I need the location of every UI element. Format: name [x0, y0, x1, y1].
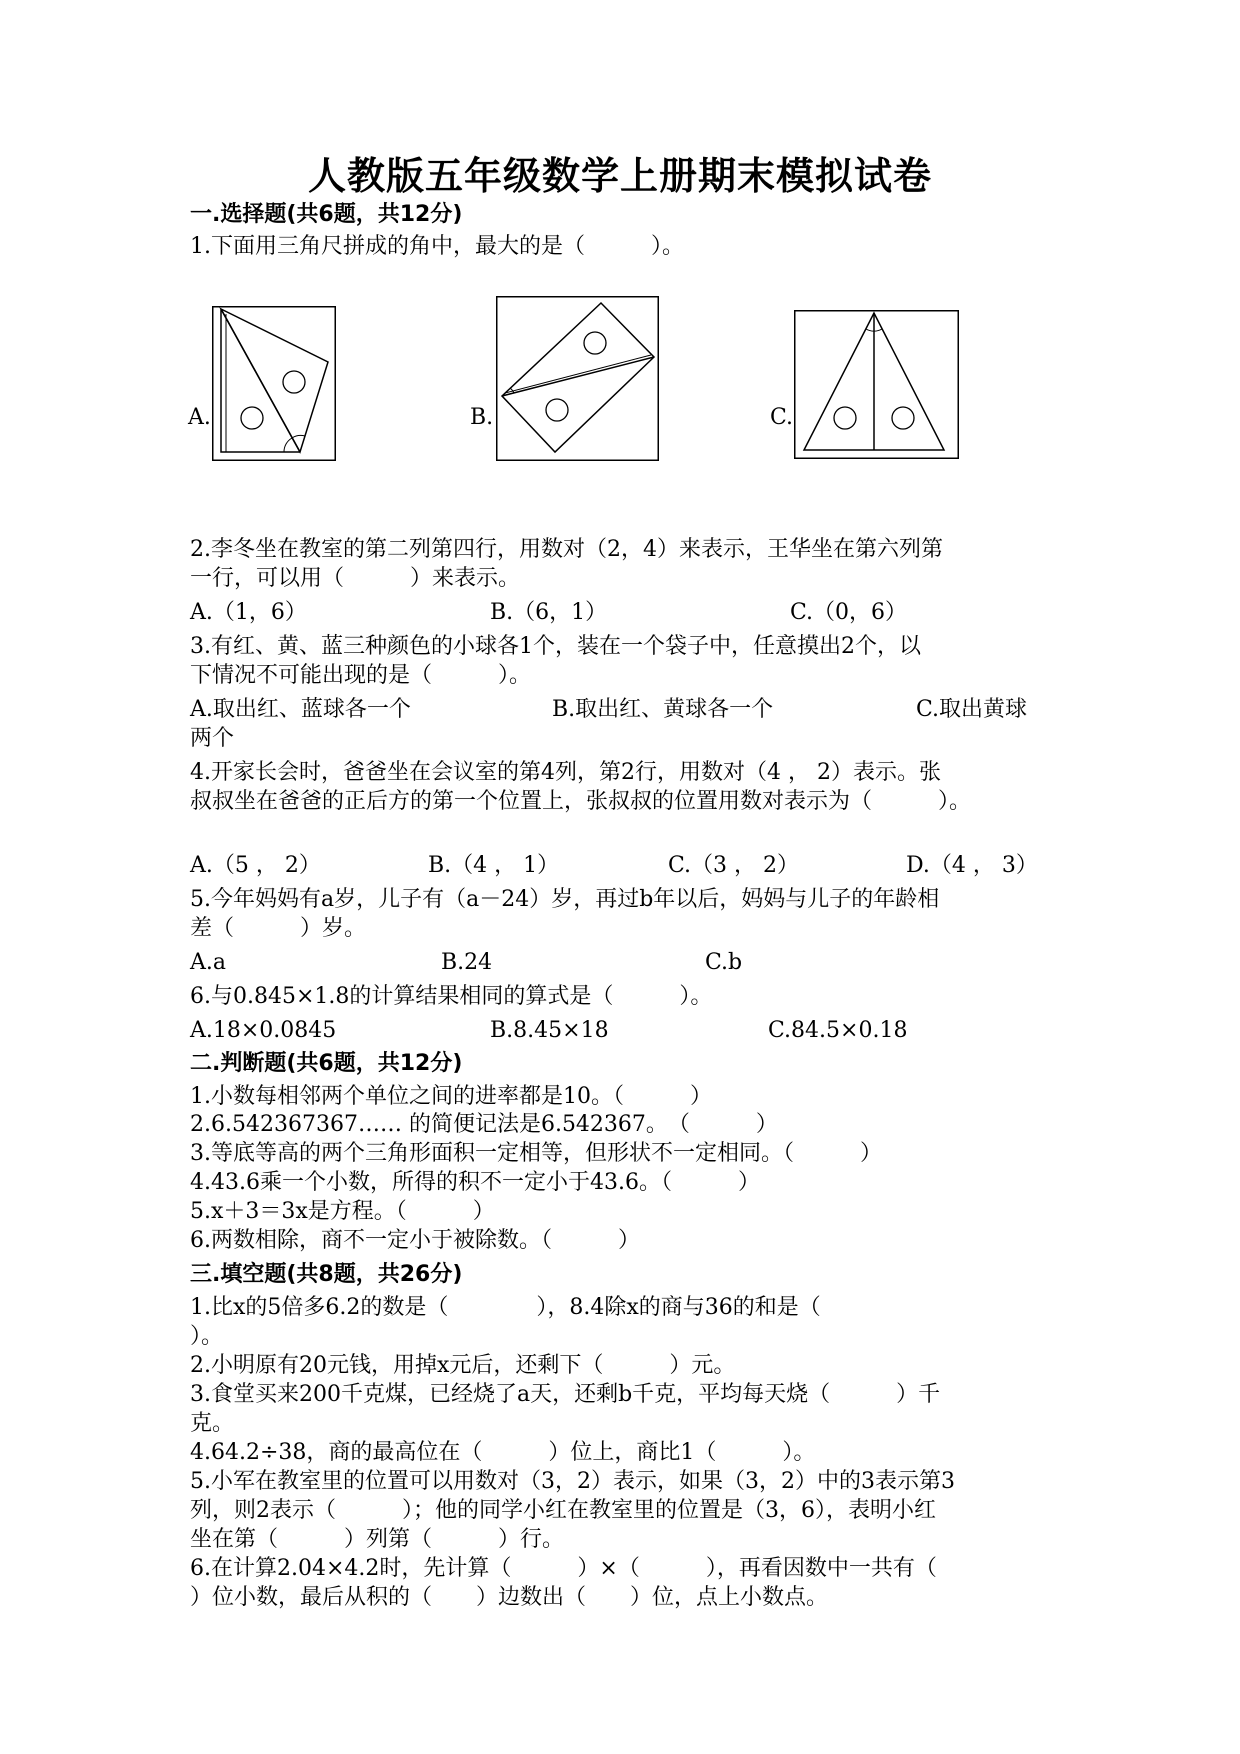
- figure-b: [496, 296, 659, 461]
- fill-in-line-5: 克。: [190, 1411, 235, 1436]
- question-6-option-a: A.18×0.0845: [190, 1018, 337, 1043]
- question-2-option-a: A.（1，6）: [190, 600, 307, 625]
- page-title: 人教版五年级数学上册期末模拟试卷: [307, 153, 932, 198]
- judgment-item-2: 2.6.542367367…… 的简便记法是6.542367。 （ ）: [190, 1112, 778, 1137]
- section-header-fill-in: 三.填空题(共8题，共26分): [190, 1262, 463, 1287]
- fill-in-line-10: 6.在计算2.04×4.2时，先计算（ ）×（ ），再看因数中一共有（: [190, 1556, 937, 1581]
- question-4-option-b: B.（4 ， 1）: [428, 853, 560, 878]
- figure-c: [794, 310, 959, 459]
- fill-in-line-11: ）位小数，最后从积的（ ）边数出（ ）位，点上小数点。: [190, 1585, 829, 1610]
- judgment-item-4: 4.43.6乘一个小数，所得的积不一定小于43.6。（ ）: [190, 1170, 760, 1195]
- question-1-stem: 1.下面用三角尺拼成的角中，最大的是（ ）。: [190, 234, 684, 259]
- question-3-option-a: A.取出红、蓝球各一个: [190, 697, 411, 722]
- question-4-option-d: D.（4 ， 3）: [906, 853, 1038, 878]
- section-header-choice: 一.选择题(共6题，共12分): [190, 202, 463, 227]
- figure-c-label: C.: [770, 405, 794, 430]
- question-6-option-b: B.8.45×18: [490, 1018, 609, 1043]
- triangle-ruler-figure-a: [212, 306, 336, 461]
- question-3-option-b: B.取出红、黄球各一个: [552, 697, 774, 722]
- fill-in-line-1: 1.比x的5倍多6.2的数是（ ），8.4除x的商与36的和是（: [190, 1295, 821, 1320]
- section-header-judgment: 二.判断题(共6题，共12分): [190, 1051, 463, 1076]
- fill-in-line-9: 坐在第（ ）列第（ ）行。: [190, 1527, 565, 1552]
- fill-in-line-3: 2.小明原有20元钱，用掉x元后，还剩下（ ）元。: [190, 1353, 736, 1378]
- question-6-option-c: C.84.5×0.18: [768, 1018, 908, 1043]
- fill-in-line-8: 列，则2表示（ ）；他的同学小红在教室里的位置是（3，6），表明小红: [190, 1498, 936, 1523]
- question-2-stem-line-1: 2.李冬坐在教室的第二列第四行，用数对（2，4）来表示，王华坐在第六列第: [190, 537, 943, 562]
- question-4-option-a: A.（5 ， 2）: [190, 853, 321, 878]
- fill-in-line-6: 4.64.2÷38，商的最高位在（ ）位上，商比1（ ）。: [190, 1440, 816, 1465]
- judgment-item-6: 6.两数相除，商不一定小于被除数。（ ）: [190, 1228, 640, 1253]
- question-5-stem-line-1: 5.今年妈妈有a岁，儿子有（a－24）岁，再过b年以后，妈妈与儿子的年龄相: [190, 887, 940, 912]
- question-6-stem: 6.与0.845×1.8的计算结果相同的算式是（ ）。: [190, 984, 713, 1009]
- question-3-option-c-wrap: 两个: [190, 726, 235, 751]
- question-4-option-c: C.（3 ， 2）: [668, 853, 800, 878]
- question-4-stem-line-2: 叔叔坐在爸爸的正后方的第一个位置上，张叔叔的位置用数对表示为（ ）。: [190, 789, 972, 814]
- question-3-stem-line-2: 下情况不可能出现的是（ ）。: [190, 663, 532, 688]
- question-2-stem-line-2: 一行，可以用（ ）来表示。: [190, 566, 521, 591]
- judgment-item-1: 1.小数每相邻两个单位之间的进率都是10。（ ）: [190, 1084, 712, 1109]
- question-3-stem-line-1: 3.有红、黄、蓝三种颜色的小球各1个，装在一个袋子中，任意摸出2个，以: [190, 634, 921, 659]
- question-3-option-c: C.取出黄球: [916, 697, 1028, 722]
- question-5-option-b: B.24: [441, 950, 493, 975]
- judgment-item-5: 5.x＋3＝3x是方程。（ ）: [190, 1199, 495, 1224]
- question-2-option-c: C.（0，6）: [790, 600, 908, 625]
- figure-a-label: A.: [188, 405, 211, 430]
- question-4-stem-line-1: 4.开家长会时，爸爸坐在会议室的第4列，第2行，用数对（4 ， 2）表示。张: [190, 760, 941, 785]
- judgment-item-3: 3.等底等高的两个三角形面积一定相等，但形状不一定相同。（ ）: [190, 1141, 882, 1166]
- fill-in-line-4: 3.食堂买来200千克煤，已经烧了a天，还剩b千克，平均每天烧（ ）千: [190, 1382, 941, 1407]
- question-2-option-b: B.（6，1）: [490, 600, 608, 625]
- figure-b-label: B.: [470, 405, 494, 430]
- fill-in-line-7: 5.小军在教室里的位置可以用数对（3，2）表示，如果（3，2）中的3表示第3: [190, 1469, 955, 1494]
- triangle-ruler-figure-b: [496, 296, 659, 461]
- question-5-stem-line-2: 差（ ）岁。: [190, 916, 367, 941]
- triangle-ruler-figure-c: [794, 310, 959, 459]
- figure-a: [212, 306, 336, 461]
- question-5-option-c: C.b: [705, 950, 743, 975]
- fill-in-line-2: ）。: [190, 1324, 224, 1349]
- question-5-option-a: A.a: [190, 950, 226, 975]
